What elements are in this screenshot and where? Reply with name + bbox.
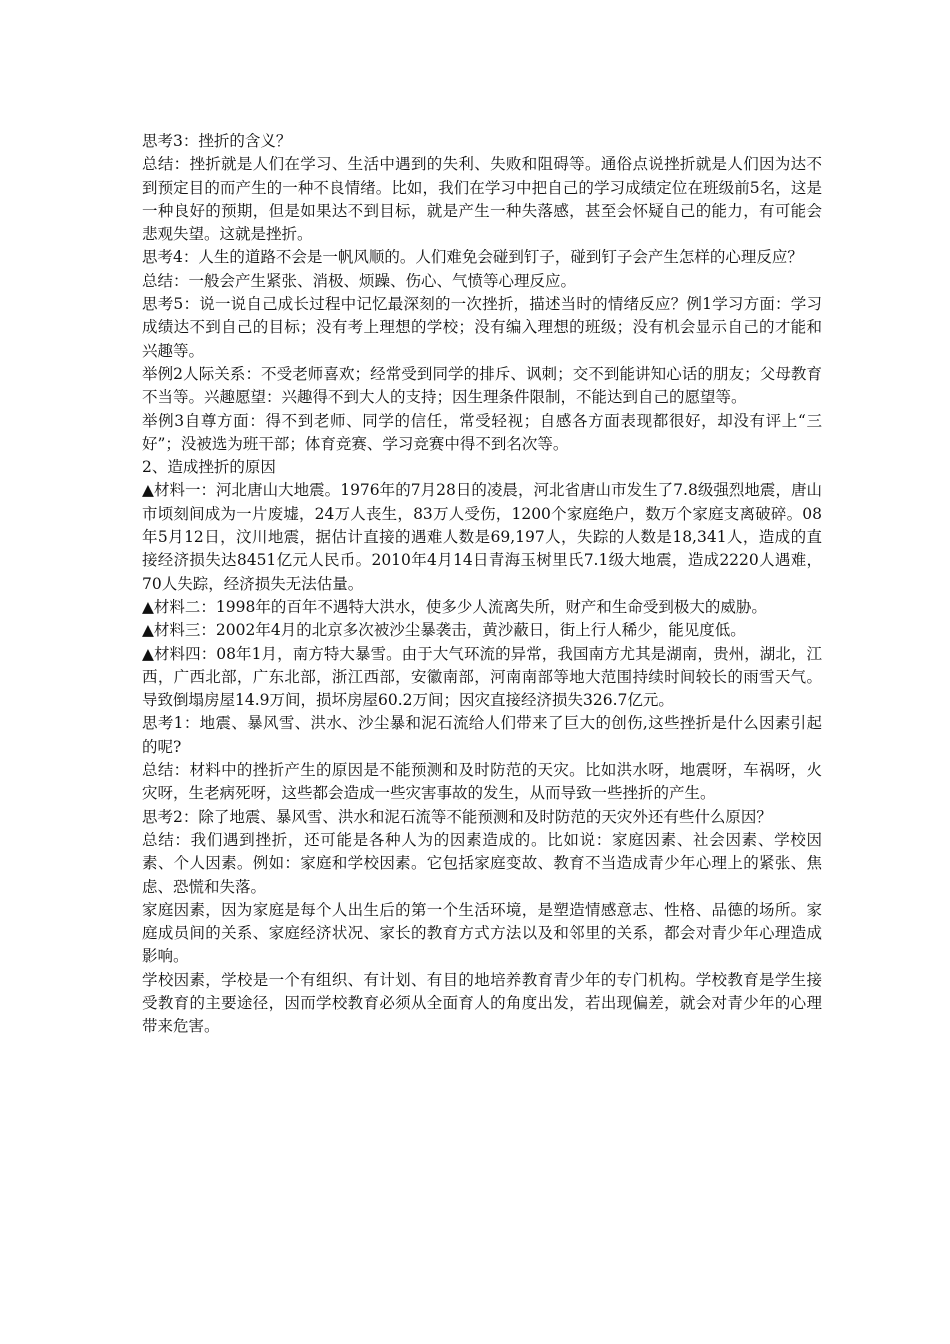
paragraph-think-3: 思考3：挫折的含义？ (142, 132, 292, 150)
paragraph-think-1: 思考1：地震、暴风雪、洪水、沙尘暴和泥石流给人们带来了巨大的创伤,这些挫折是什么因素引起的呢? (142, 714, 822, 756)
paragraph-think-2: 思考2：除了地震、暴风雪、洪水和泥石流等不能预测和及时防范的天灾外还有些什么原因？ (142, 807, 772, 826)
paragraph-summary-reactions: 总结：一般会产生紧张、消极、烦躁、伤心、气愤等心理反应。 (142, 271, 577, 290)
paragraph-material-3: ▲材料三：2002年4月的北京多次被沙尘暴袭击，黄沙蔽日，街上行人稀少，能见度低。 (142, 621, 746, 640)
paragraph-summary-natural-disasters: 总结：材料中的挫折产生的原因是不能预测和及时防范的天灾。比如洪水呀，地震呀，车祸呀，火灾呀，生老病死呀，这些都会造成一些灾害事故的发生，从而导致一些挫折的产生。 (142, 761, 822, 803)
paragraph-example-3: 举例3自尊方面：得不到老师、同学的信任，常受轻视；自感各方面表现都很好，却没有评上“三好”；没被选为班干部；体育竞赛、学习竞赛中得不到名次等。 (142, 411, 822, 453)
section-heading-causes: 2、造成挫折的原因 (142, 458, 276, 477)
paragraph-summary-human-factors: 总结：我们遇到挫折，还可能是各种人为的因素造成的。比如说：家庭因素、社会因素、学校因素、个人因素。例如：家庭和学校因素。它包括家庭变故、教育不当造成青少年心理上的紧张、焦虑、恐慌和失落。 (142, 830, 822, 896)
paragraph-think-4: 思考4：人生的道路不会是一帆风顺的。人们难免会碰到钉子，碰到钉子会产生怎样的心理反应？ (142, 248, 803, 267)
paragraph-example-2: 举例2人际关系：不受老师喜欢；经常受到同学的排斥、讽刺；交不到能讲知心话的朋友；父母教育不当等。兴趣愿望：兴趣得不到大人的支持；因生理条件限制，不能达到自己的愿望等。 (142, 364, 822, 407)
paragraph-school-factors: 学校因素，学校是一个有组织、有计划、有目的地培养教育青少年的专门机构。学校教育是学生接受教育的主要途径，因而学校教育必须从全面育人的角度出发，若出现偏差，就会对青少年的心理带来危害。 (142, 970, 822, 1036)
paragraph-family-factors: 家庭因素，因为家庭是每个人出生后的第一个生活环境，是塑造情感意志、性格、品德的场所。家庭成员间的关系、家庭经济状况、家长的教育方式方法以及和邻里的关系，都会对青少年心理造成影响。 (142, 900, 822, 966)
paragraph-material-2: ▲材料二：1998年的百年不遇特大洪水，使多少人流离失所，财产和生命受到极大的威胁。 (142, 597, 767, 616)
paragraph-think-5: 思考5：说一说自己成长过程中记忆最深刻的一次挫折，描述当时的情绪反应？例1学习方面：学习成绩达不到自己的目标；没有考上理想的学校；没有编入理想的班级；没有机会显示自己的才能和兴趣等。 (142, 295, 822, 360)
document-body (142, 130, 822, 1039)
paragraph-summary-meaning: 总结：挫折就是人们在学习、生活中遇到的失利、失败和阻碍等。通俗点说挫折就是人们因为达不到预定目的而产生的一种不良情绪。比如，我们在学习中把自己的学习成绩定位在班级前5名，这是一种良好的预期，但是如果达不到目标，就是产生一种失落感，甚至会怀疑自己的能力，有可能会悲观失望。这就是挫折。 (142, 155, 822, 244)
paragraph-material-1: ▲材料一：河北唐山大地震。1976年的7月28日的凌晨，河北省唐山市发生了7.8级强烈地震，唐山市顷刻间成为一片废墟，24万人丧生，83万人受伤，1200个家庭绝户，数万个家庭支离破碎。08年5月12日，汶川地震，据估计直接的遇难人数是69,197人，失踪的人数是18,341人，造成的直接经济损失达8451亿元人民币。2010年4月14日青海玉树里氏7.1级大地震，造成2220人遇难，70人失踪，经济损失无法估量。 (142, 481, 822, 593)
paragraph-material-4: ▲材料四：08年1月，南方特大暴雪。由于大气环流的异常，我国南方尤其是湖南，贵州，湖北，江西，广西北部，广东北部，浙江西部，安徽南部，河南南部等地大范围持续时间较长的雨雪天气。导致倒塌房屋14.9万间，损坏房屋60.2万间；因灾直接经济损失326.7亿元。 (142, 644, 822, 710)
